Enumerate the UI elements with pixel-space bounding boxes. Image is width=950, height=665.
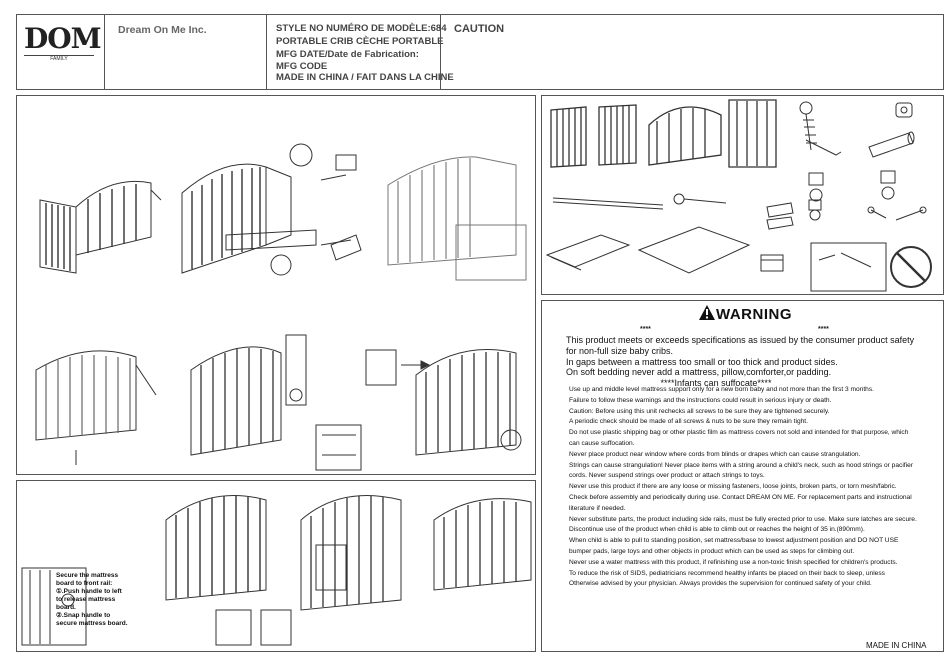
logo-subtitle: FAMILY xyxy=(24,55,94,62)
part-mattress-board xyxy=(639,227,749,273)
warning-item: Never substitute parts, the product including side rails, must be fully erected prior to use. Make sure latches are secure. xyxy=(569,515,917,523)
warning-intro-line-1: This product meets or exceeds specifications as issued by the consumer product safety xyxy=(566,335,915,345)
warning-item: Do not use plastic shipping bag or other plastic film as mattress covers not sold and intended for that purpose, which xyxy=(569,429,909,437)
warning-list xyxy=(569,385,937,590)
warning-item: Never use this product if there are any loose or missing fasteners, loose joints, broken parts, or torn mesh/fabric. xyxy=(569,483,897,491)
mattress-note-line-5: board. xyxy=(56,604,76,611)
warning-item: can cause suffocation. xyxy=(569,439,635,447)
warning-intro xyxy=(566,335,926,389)
mattress-note-line-4: to release mattress xyxy=(56,596,116,603)
mattress-note-line-1: Secure the mattress xyxy=(56,572,119,579)
warning-item: literature if needed. xyxy=(569,504,626,512)
mattress-note xyxy=(56,572,128,628)
warning-icon xyxy=(698,304,716,321)
step-8-crib xyxy=(301,496,401,611)
mattress-note-line-3: ①.Push handle to left xyxy=(56,588,122,595)
warning-intro-line-2: for non-full size baby cribs. xyxy=(566,345,674,356)
warning-intro-line-4: On soft bedding never add a mattress, pillow,comforter,or padding. xyxy=(566,367,832,378)
step-4-crib-side xyxy=(36,351,156,465)
part-long-bolt xyxy=(674,194,726,204)
parts-illustrations xyxy=(541,95,944,295)
warning-item: Use up and middle level mattress support only for a new born baby and not more than the first 3 months. xyxy=(569,386,874,393)
logo xyxy=(24,24,102,68)
part-bolt xyxy=(800,102,817,150)
warning-item: Check before assembly and periodically during use. Contact DREAM ON ME. For replacement parts and instructional xyxy=(569,493,912,501)
part-barrel-nut xyxy=(896,103,912,117)
step-6-final-crib xyxy=(366,349,521,455)
assembly-illustrations xyxy=(16,95,536,475)
header-divider-1 xyxy=(104,14,105,90)
warning-item: Never use a water mattress with this product, if refinishing use a non-toxic finish specified for children's products. xyxy=(569,558,898,566)
style-number: STYLE NO NUMÉRO DE MODÈLE:684 xyxy=(276,23,447,34)
caution-title: CAUTION xyxy=(454,23,505,35)
warning-item: Strings can cause strangulation! Never place items with a string around a child's neck, such as hood strings or pacifier xyxy=(569,461,913,469)
mattress-note-line-2: board to front rail: xyxy=(56,580,113,587)
header-divider-2 xyxy=(266,14,267,90)
warning-item: Failure to follow these warnings and the instructions could result in serious injury or death. xyxy=(569,396,832,404)
logo-text: DOM xyxy=(24,22,101,55)
part-casters xyxy=(809,171,895,220)
warning-stars-right: **** xyxy=(818,326,829,333)
step-9-crib xyxy=(434,499,531,590)
step-7-crib xyxy=(166,496,291,646)
brand-name: Dream On Me Inc. xyxy=(118,24,207,36)
warning-item: Never place product near window where cords from blinds or drapes which can cause strangulation. xyxy=(569,450,861,458)
warning-made-in: MADE IN CHINA xyxy=(866,641,927,650)
step-3-crib-assembled xyxy=(388,157,526,280)
mfg-code-label: MFG CODE xyxy=(276,61,328,72)
warning-item: bumper pads, large toys and other objects in product which can be used as steps for climbing out. xyxy=(569,547,855,555)
step-2-crib-frame xyxy=(182,144,361,275)
mattress-note-line-6: ②.Snap handle to xyxy=(56,612,111,619)
warning-item: Otherwise advised by your physician. Always provides the supervision for continued safety of your child. xyxy=(569,580,872,588)
step-1-crib-ends xyxy=(40,181,161,273)
warning-item: Discontinue use of the product when child is able to climb out or reaches the height of 35 in.(890mm). xyxy=(569,526,865,534)
part-screws xyxy=(868,207,926,220)
part-mattress-frame xyxy=(547,235,629,270)
part-end-panels xyxy=(551,100,776,167)
made-in-label: MADE IN CHINA / FAIT DANS LA CHINE xyxy=(276,72,454,83)
part-no-tool-sign xyxy=(891,247,931,287)
mattress-note-line-7: secure mattress board. xyxy=(56,620,128,627)
portable-crib-label: PORTABLE CRIB CÈCHE PORTABLE xyxy=(276,36,444,47)
warning-item: To reduce the risk of SIDS, pediatricians recommend healthy infants be placed on their back to sleep, unless xyxy=(569,569,885,577)
part-dowel xyxy=(869,132,914,157)
step-5-mattress-support xyxy=(191,335,361,470)
part-brackets xyxy=(767,203,793,229)
warning-intro-line-3: In gaps between a mattress too small or too thick and product sides. xyxy=(566,356,838,367)
part-tools-box xyxy=(811,243,886,291)
warning-title: WARNING xyxy=(716,306,792,323)
warning-item: Caution: Before using this unit rechecks all screws to be sure they are tightened securely. xyxy=(569,407,830,415)
warning-stars-left: **** xyxy=(640,326,651,333)
mfg-date-label: MFG DATE/Date de Fabrication: xyxy=(276,49,419,60)
warning-item: cords. Never suspend strings over product or attach strings to toys. xyxy=(569,472,765,480)
part-rail xyxy=(553,198,663,209)
warning-intro-line-5: ****Infants can suffocate**** xyxy=(660,378,772,389)
part-allen-key xyxy=(806,140,841,155)
warning-item: A periodic check should be made of all screws & nuts to be sure they remain tight. xyxy=(569,418,808,426)
warning-item: When child is able to pull to standing position, set mattress/base to lowest adjustment position and DO NOT USE xyxy=(569,537,899,545)
part-blocks xyxy=(761,255,783,271)
